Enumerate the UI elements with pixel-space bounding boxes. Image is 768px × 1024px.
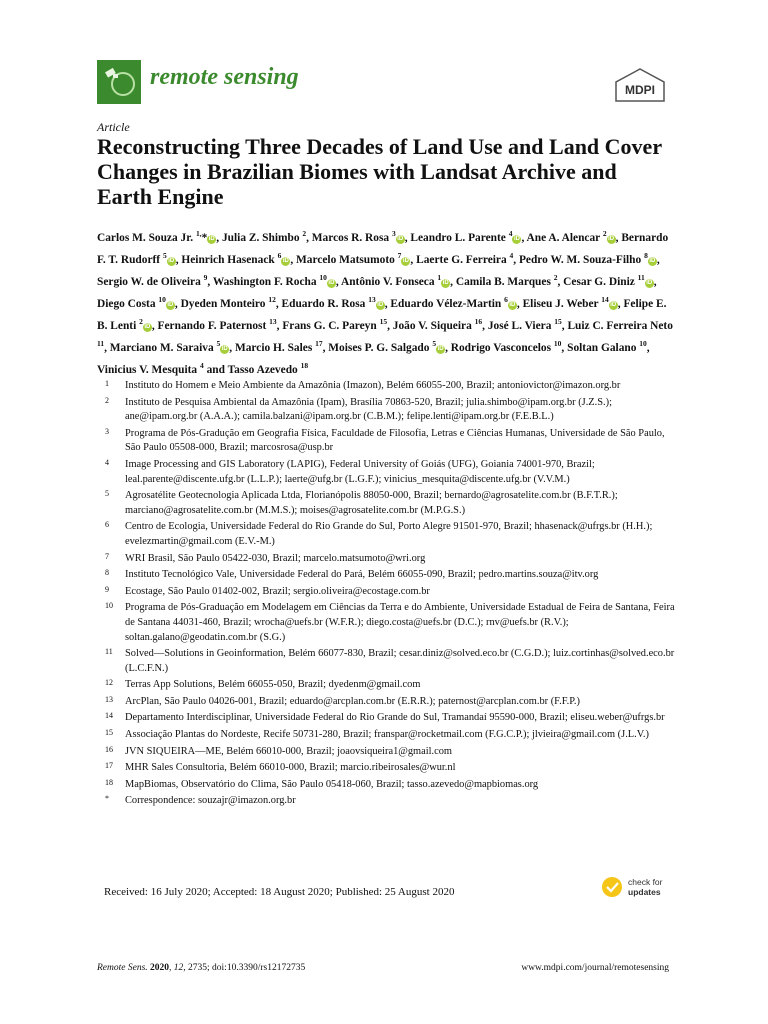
affiliation-number: 13 — [105, 694, 113, 704]
affiliation-item — [97, 711, 677, 726]
affiliation-text: Associação Plantas do Nordeste, Recife 50731-280, Brazil; franspar@rocketmail.com (F.G.C.P.); jlvieira@gmail.com (J.L.V.) — [125, 729, 649, 741]
orcid-icon: iD — [509, 301, 516, 308]
affiliation-item — [97, 552, 677, 567]
orcid-icon: iD — [610, 301, 617, 308]
affiliation-text: Programa de Pós-Graduação em Modelagem em Ciências da Terra e do Ambiente, Universidade Estadual de Feira de Santana, Feira de Santana 44031-460, Brazil; wrocha@uefs.br (W.F.R.); diego.costa@uefs.br (D.C.); rnv@uefs.br (R.V.); soltan.galano@geodatin.com.br (S.G.) — [125, 602, 675, 643]
orcid-icon: iD — [208, 235, 215, 242]
publication-dates: Received: 16 July 2020; Accepted: 18 August 2020; Published: 25 August 2020 — [104, 886, 455, 898]
affiliation-number: 17 — [105, 761, 113, 771]
affiliation-item — [97, 695, 677, 710]
affiliation-text: Instituto de Pesquisa Ambiental da Amazônia (Ipam), Brasília 70863-520, Brazil; julia.shimbo@ipam.org.br (J.Z.S.); ane@ipam.org.br (A.A.A.); camila.balzani@ipam.org.br (C.B.M.); felipe.lenti@ipam.org.br (F.E.B.L.) — [125, 396, 612, 423]
affiliation-item — [97, 379, 677, 394]
mdpi-logo-icon — [614, 68, 666, 102]
affiliation-number: 1 — [105, 379, 109, 388]
author-list: Carlos M. Souza Jr. $^{1,}$* iD , Julia Z. Shimbo $^2$, Marcos R. Rosa $^3$iD , Leandro L. Parente $^4$iD , Ane A. Alencar $^2$iD , Bernardo F. T. Rudorff $^5$iD , Heinrich Hasenack $^6$iD , Marcelo Matsumoto $^7$iD , Laerte G. Ferreira $^4$, Pedro W. M. Souza-Filho $^8$iD , Sergio W. de Oliveira $^9$, Washington F. Rocha $^{10}$iD , Antônio V. Fonseca $^1$iD , Camila B. Marques $^2$, Cesar G. Diniz $^{11}$iD , Diego Costa $^{10}$iD , Dyeden Monteiro $^{12}$, Eduardo R. Rosa $^{13}$iD , Eduardo Vélez-Martin $^6$iD , Eliseu J. Weber $^{14}$iD , Felipe E. B. Lenti $^2$iD , Fernando F. Paternost $^{13}$, Frans G. C. Pareyn $^{15}$, João V. Siqueira $^{16}$, José L. Viera $^{15}$, Luiz C. Ferreira Neto $^{11}$, Marciano M. Saraiva $^5$iD , Marcio H. Sales $^{17}$, Moises P. G. Salgado $^5$iD , Rodrigo Vasconcelos $^{10}$, Soltan Galano $^{10}$, Vinicius V. Mesquita $^4$ and Tasso Azevedo $^{18}$ — [97, 229, 673, 376]
affiliation-text: WRI Brasil, São Paulo 05422-030, Brazil; marcelo.matsumoto@wri.org — [125, 552, 426, 564]
orcid-icon: iD — [402, 257, 409, 264]
affiliation-item — [97, 489, 677, 518]
affiliation-text: Ecostage, São Paulo 01402-002, Brazil; sergio.oliveira@ecostage.com.br — [125, 585, 430, 597]
affiliation-text: MHR Sales Consultoria, Belém 66010-000, Brazil; marcio.ribeirosales@wur.nl — [125, 762, 456, 774]
affiliation-number: 11 — [105, 647, 113, 657]
affiliation-item — [97, 745, 677, 760]
affiliation-item — [97, 647, 677, 676]
affiliation-item — [97, 778, 677, 793]
orcid-icon: iD — [282, 257, 289, 264]
affiliation-number: 7 — [105, 551, 109, 561]
affiliation-number: 14 — [105, 711, 113, 721]
affiliation-item — [97, 396, 677, 425]
affiliation-number: 9 — [105, 584, 109, 594]
orcid-icon: iD — [649, 257, 656, 264]
affiliation-text: Centro de Ecologia, Universidade Federal do Rio Grande do Sul, Porto Alegre 91501-970, Brazil; hhasenack@ufrgs.br (H.H.); evelezmartin@gmail.com (E.V.-M.) — [125, 521, 653, 547]
affiliation-number: 2 — [105, 395, 109, 405]
orcid-icon: iD — [513, 235, 520, 242]
affiliation-number: * — [105, 794, 109, 804]
affiliation-list — [97, 379, 677, 811]
paper-title: Reconstructing Three Decades of Land Use and Land Cover Changes in Brazilian Biomes with Landsat Archive and Earth Engine — [97, 134, 662, 209]
affiliation-number: 10 — [105, 601, 113, 611]
affiliation-text: ArcPlan, São Paulo 04026-001, Brazil; eduardo@arcplan.com.br (E.R.R.); paternost@arcplan.com.br (F.F.P.) — [125, 695, 580, 707]
affiliation-item — [97, 761, 677, 776]
affiliation-text: Correspondence: souzajr@imazon.org.br — [125, 795, 296, 807]
affiliation-item — [97, 427, 677, 456]
orcid-icon: iD — [167, 301, 174, 308]
affiliation-item — [97, 458, 677, 487]
affiliation-number: 3 — [105, 426, 109, 436]
journal-url[interactable]: www.mdpi.com/journal/remotesensing — [521, 963, 669, 973]
journal-logo-icon — [97, 60, 141, 104]
affiliation-text: Image Processing and GIS Laboratory (LAPIG), Federal University of Goiás (UFG), Goiania 74001-970, Brazil; leal.parente@discente.ufg.br (L.L.P.); laerte@ufg.br (L.G.F.); vinicius_mesquita@discente.ufg.br (V.V.M.) — [125, 458, 595, 485]
affiliation-text: Instituto Tecnológico Vale, Universidade Federal do Pará, Belém 66055-090, Brazil; pedro.martins.souza@itv.org — [125, 569, 599, 581]
affiliation-number: 6 — [105, 520, 109, 530]
orcid-icon: iD — [144, 323, 151, 330]
publisher-name: MDPI — [625, 83, 655, 97]
orcid-icon: iD — [328, 279, 335, 286]
check-for-updates-label[interactable]: check for updates — [628, 877, 663, 897]
citation-footer: Remote Sens. 2020, 12, 2735; doi:10.3390/rs12172735 — [97, 963, 306, 973]
orcid-icon: iD — [377, 301, 384, 308]
affiliation-item — [97, 728, 677, 743]
affiliation-text: JVN SIQUEIRA—ME, Belém 66010-000, Brazil; joaovsiqueira1@gmail.com — [125, 745, 453, 757]
affiliation-text: Solved—Solutions in Geoinformation, Belém 66077-830, Brazil; cesar.diniz@solved.eco.br (C.G.D.); luiz.cortinhas@solved.eco.br (L.C.F.N.) — [125, 648, 675, 674]
affiliation-number: 18 — [105, 777, 113, 787]
affiliation-number: 4 — [105, 457, 109, 467]
affiliation-item — [97, 520, 677, 549]
affiliation-text: Departamento Interdisciplinar, Universidade Federal do Rio Grande do Sul, Tramandaí 95590-000, Brazil; eliseu.weber@ufrgs.br — [125, 712, 665, 724]
affiliation-text: Instituto do Homem e Meio Ambiente da Amazônia (Imazon), Belém 66055-200, Brazil; antoniovictor@imazon.org.br — [125, 380, 621, 391]
orcid-icon: iD — [397, 235, 404, 242]
affiliation-item — [97, 568, 677, 583]
affiliation-item — [97, 678, 677, 693]
affiliation-number: 16 — [105, 744, 113, 754]
affiliation-text: MapBiomas, Observatório do Clima, São Paulo 05418-060, Brazil; tasso.azevedo@mapbiomas.org — [125, 778, 539, 790]
orcid-icon: iD — [221, 345, 228, 352]
affiliation-number: 12 — [105, 678, 113, 688]
journal-name: remote sensing — [150, 64, 299, 90]
affiliation-text: Programa de Pós-Gradução em Geografia Física, Faculdade de Filosofia, Letras e Ciências Humanas, Universidade de São Paulo, São Paulo 05508-000, Brazil; marcosrosa@usp.br — [125, 427, 665, 454]
orcid-icon: iD — [608, 235, 615, 242]
affiliation-number: 5 — [105, 489, 109, 499]
orcid-icon: iD — [168, 257, 175, 264]
orcid-icon: iD — [646, 279, 653, 286]
article-type: Article — [97, 120, 130, 134]
affiliation-text: Terras App Solutions, Belém 66055-050, Brazil; dyedenm@gmail.com — [125, 679, 421, 691]
orcid-icon: iD — [442, 279, 449, 286]
affiliation-number: 8 — [105, 568, 109, 578]
affiliation-item — [97, 794, 677, 809]
affiliation-number: 15 — [105, 728, 113, 738]
affiliation-text: Agrosatélite Geotecnologia Aplicada Ltda, Florianópolis 88050-000, Brazil; bernardo@agrosatelite.com.br (B.F.T.R.); marciano@agrosatelite.com.br (M.M.S.); moises@agrosatelite.com.br (M.P.G.S.) — [125, 490, 618, 516]
orcid-icon: iD — [437, 345, 444, 352]
affiliation-item — [97, 601, 677, 645]
affiliation-item — [97, 585, 677, 600]
